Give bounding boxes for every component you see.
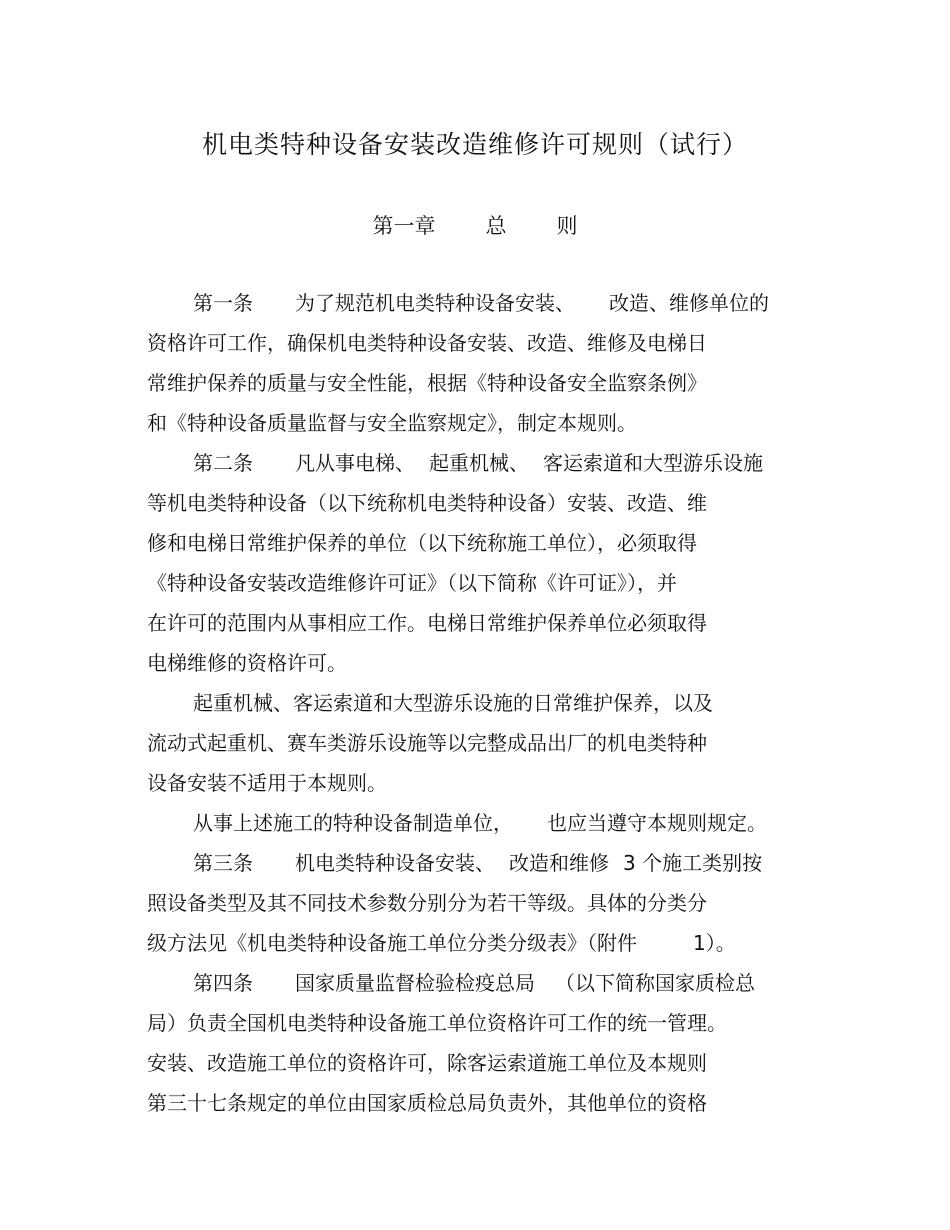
body-line: 设备安装不适用于本规则。 xyxy=(147,771,387,795)
body-text: （以下简称国家质检总 xyxy=(555,971,755,995)
body-text: 级方法见《机电类特种设备施工单位分类分级表》（附件 xyxy=(147,931,637,955)
body-line: 流动式起重机、赛车类游乐设施等以完整成品出厂的机电类特种 xyxy=(147,731,707,755)
body-text: 1）。 xyxy=(693,931,736,955)
article-number: 第三条 xyxy=(193,851,253,875)
chapter-number: 第一章 xyxy=(372,214,436,238)
body-line: 资格许可工作，确保机电类特种设备安装、改造、维修及电梯日 xyxy=(147,331,707,355)
body-line: 《特种设备安装改造维修许可证》（以下简称《许可证》），并 xyxy=(147,571,677,595)
body-line xyxy=(193,448,763,478)
body-line xyxy=(193,808,767,838)
body-text: 凡从事电梯、 xyxy=(295,451,415,475)
body-line: 电梯维修的资格许可。 xyxy=(147,651,347,675)
body-text: 国家质量监督检验检疫总局 xyxy=(295,971,535,995)
body-line: 第三十七条规定的单位由国家质检总局负责外，其他单位的资格 xyxy=(147,1091,707,1115)
article-number: 第一条 xyxy=(193,291,253,315)
body-text: 3 个施工类别按 xyxy=(623,851,763,875)
document-title: 机电类特种设备安装改造维修许可规则（试行） xyxy=(201,130,748,159)
body-line: 常维护保养的质量与安全性能，根据《特种设备安全监察条例》 xyxy=(147,371,707,395)
body-text: 为了规范机电类特种设备安装、 xyxy=(295,291,575,315)
body-line: 照设备类型及其不同技术参数分别分为若干等级。具体的分类分 xyxy=(147,891,707,915)
body-text: 改造、维修单位的 xyxy=(609,291,769,315)
body-line: 修和电梯日常维护保养的单位（以下统称施工单位），必须取得 xyxy=(147,531,697,555)
body-text: 客运索道和大型游乐设施 xyxy=(543,451,763,475)
article-number: 第四条 xyxy=(193,971,253,995)
body-line xyxy=(193,968,755,998)
body-line xyxy=(147,928,736,958)
body-line: 和《特种设备质量监督与安全监察规定》，制定本规则。 xyxy=(147,411,637,435)
body-line: 等机电类特种设备（以下统称机电类特种设备）安装、改造、维 xyxy=(147,491,707,515)
body-text: 从事上述施工的特种设备制造单位， xyxy=(193,811,513,835)
body-line: 局）负责全国机电类特种设备施工单位资格许可工作的统一管理。 xyxy=(147,1011,727,1035)
body-line: 起重机械、客运索道和大型游乐设施的日常维护保养，以及 xyxy=(193,691,713,715)
chapter-heading xyxy=(0,210,950,240)
body-line: 安装、改造施工单位的资格许可，除客运索道施工单位及本规则 xyxy=(147,1051,707,1075)
chapter-title-char-2: 则 xyxy=(556,214,578,238)
body-text: 也应当遵守本规则规定。 xyxy=(547,811,767,835)
body-line: 在许可的范围内从事相应工作。电梯日常维护保养单位必须取得 xyxy=(147,611,707,635)
body-text: 起重机械、 xyxy=(429,451,529,475)
article-number: 第二条 xyxy=(193,451,253,475)
body-line xyxy=(193,848,762,878)
body-text: 改造和维修 xyxy=(509,851,609,875)
chapter-title-char-1: 总 xyxy=(485,214,507,238)
body-text: 机电类特种设备安装、 xyxy=(295,851,495,875)
body-line xyxy=(193,288,769,318)
